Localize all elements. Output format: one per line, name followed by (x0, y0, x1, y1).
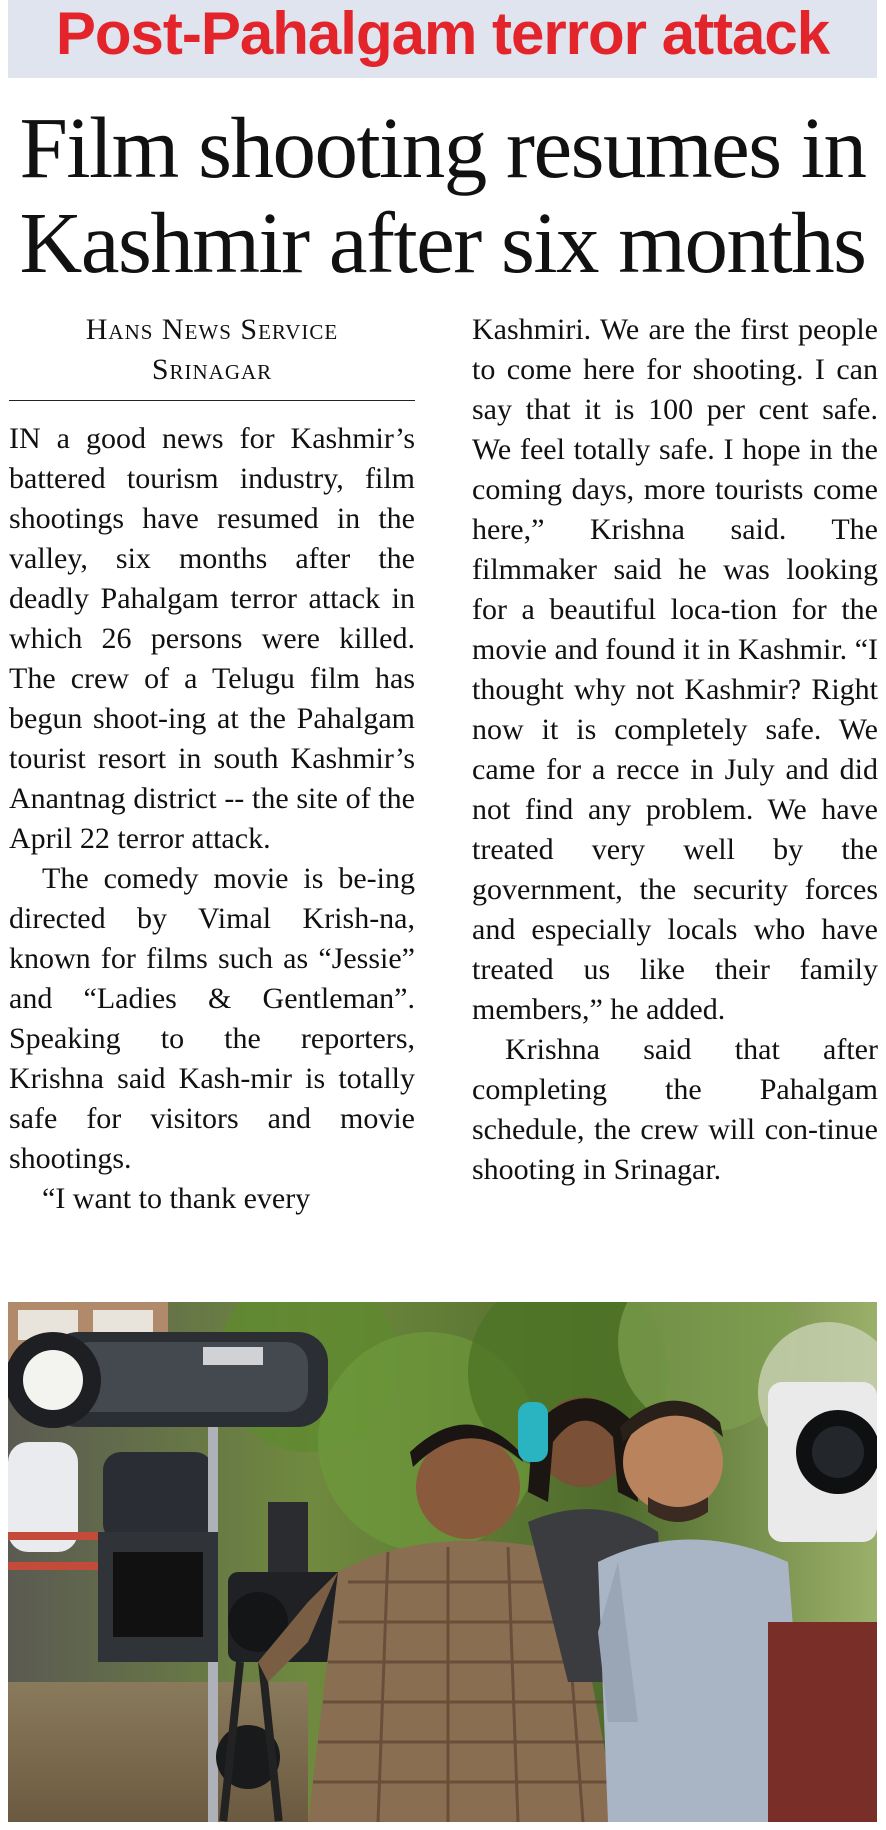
byline-place: Srinagar (151, 353, 273, 386)
film-crew-photo (8, 1302, 877, 1822)
byline-agency: Hans News Service (85, 313, 339, 346)
paragraph-1: IN a good news for Kashmir’s battered tourism industry, film shootings have resumed in the valley, six months after the deadly Pahalgam terror attack in which 26 persons were killed. The crew of a Telugu film has begun shoot-ing at the Pahalgam tourist resort in south Kashmir’s Anantnag district -- the site of the April 22 terror attack. (9, 422, 415, 855)
paragraph-3-start: “I want to thank every (42, 1182, 311, 1215)
paragraph-4: Krishna said that after completing the Pahalgam schedule, the crew will con-tinue shooting in Srinagar. (472, 1033, 878, 1186)
headline-line-1: Film shooting resumes in (19, 99, 866, 196)
paragraph-3-continued: Kashmiri. We are the first people to come here for shooting. I can say that it is 100 per cent safe. We feel totally safe. I hope in the coming days, more tourists come here,” Krishna said. The filmmaker said he was looking for a beautiful loca-tion for the movie and found it in Kashmir. “I thought why not Kashmir? Right now it is completely safe. We came for a recce in July and did not find any problem. We have treated very well by the government, the security forces and especially locals who have treated us like their family members,” he added. (472, 313, 878, 1026)
article-column-left (9, 310, 415, 1219)
byline (9, 310, 415, 401)
paragraph-2: The comedy movie is be-ing directed by Vimal Krish-na, known for films such as “Jessie” and “Ladies & Gentleman”. Speaking to the reporters, Krishna said Kash-mir is totally safe for visitors and movie shootings. (9, 862, 415, 1175)
article-column-right (472, 310, 878, 1190)
headline (8, 100, 877, 290)
kicker-label: Post-Pahalgam terror attack (55, 0, 830, 67)
headline-line-2: Kashmir after six months (19, 194, 866, 291)
